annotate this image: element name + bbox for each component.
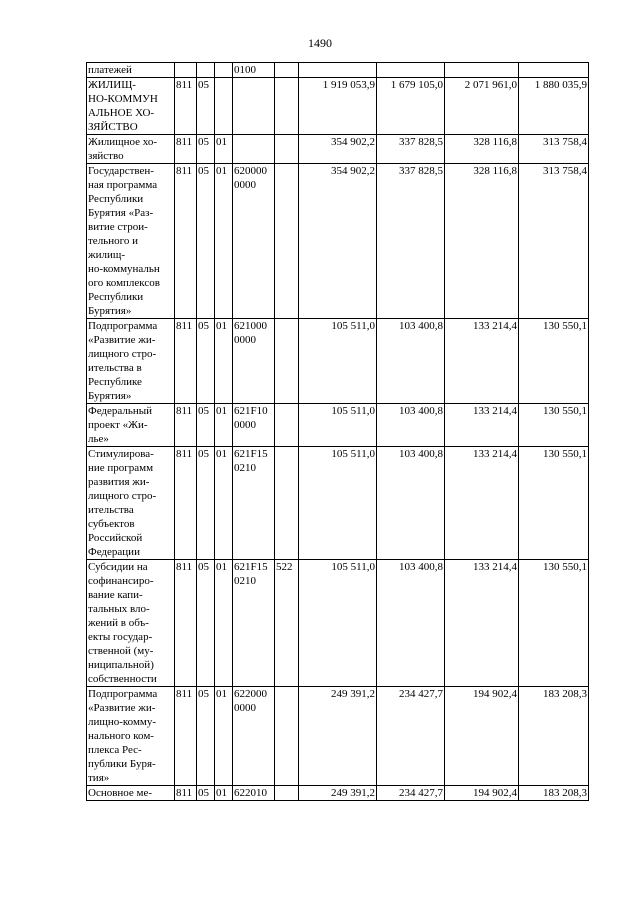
cell-amount-3: 328 116,8 — [445, 164, 519, 319]
cell-section-code: 05 — [197, 135, 215, 164]
table-row — [87, 164, 589, 319]
cell-amount-1: 105 511,0 — [299, 560, 377, 687]
cell-expense-type — [275, 164, 299, 319]
cell-section-code: 05 — [197, 319, 215, 404]
cell-expense-type — [275, 687, 299, 786]
cell-amount-1: 354 902,2 — [299, 135, 377, 164]
cell-target-article: 620000 0000 — [233, 164, 275, 319]
cell-target-article: 621F15 0210 — [233, 447, 275, 560]
cell-section-code: 05 — [197, 78, 215, 135]
cell-amount-3 — [445, 63, 519, 78]
cell-target-article — [233, 135, 275, 164]
table-row — [87, 319, 589, 404]
cell-ministry-code: 811 — [175, 319, 197, 404]
cell-amount-2: 103 400,8 — [377, 560, 445, 687]
cell-expense-type — [275, 404, 299, 447]
table-row — [87, 404, 589, 447]
cell-name: ЖИЛИЩ- НО-КОММУН АЛЬНОЕ ХО- ЗЯЙСТВО — [87, 78, 175, 135]
cell-section-code: 05 — [197, 447, 215, 560]
cell-ministry-code: 811 — [175, 447, 197, 560]
cell-amount-1: 249 391,2 — [299, 687, 377, 786]
cell-amount-4: 130 550,1 — [519, 560, 589, 687]
cell-amount-4: 1 880 035,9 — [519, 78, 589, 135]
cell-amount-4: 130 550,1 — [519, 447, 589, 560]
cell-amount-3: 194 902,4 — [445, 786, 519, 801]
cell-amount-2: 337 828,5 — [377, 164, 445, 319]
cell-section-code: 05 — [197, 786, 215, 801]
cell-amount-2: 103 400,8 — [377, 447, 445, 560]
cell-ministry-code: 811 — [175, 560, 197, 687]
cell-subsection-code: 01 — [215, 319, 233, 404]
cell-name: Основное ме- — [87, 786, 175, 801]
cell-ministry-code — [175, 63, 197, 78]
cell-amount-3: 194 902,4 — [445, 687, 519, 786]
cell-expense-type — [275, 135, 299, 164]
cell-amount-2: 103 400,8 — [377, 404, 445, 447]
cell-target-article: 621F10 0000 — [233, 404, 275, 447]
cell-expense-type — [275, 78, 299, 135]
cell-amount-4: 313 758,4 — [519, 164, 589, 319]
table-row — [87, 447, 589, 560]
table-row — [87, 135, 589, 164]
cell-subsection-code: 01 — [215, 164, 233, 319]
cell-amount-2: 234 427,7 — [377, 786, 445, 801]
cell-subsection-code — [215, 63, 233, 78]
table-row — [87, 687, 589, 786]
cell-amount-3: 2 071 961,0 — [445, 78, 519, 135]
cell-amount-3: 328 116,8 — [445, 135, 519, 164]
cell-ministry-code: 811 — [175, 164, 197, 319]
cell-amount-2: 234 427,7 — [377, 687, 445, 786]
cell-subsection-code: 01 — [215, 447, 233, 560]
cell-amount-3: 133 214,4 — [445, 404, 519, 447]
cell-name: платежей — [87, 63, 175, 78]
cell-amount-3: 133 214,4 — [445, 447, 519, 560]
cell-target-article: 0100 — [233, 63, 275, 78]
cell-subsection-code: 01 — [215, 687, 233, 786]
cell-ministry-code: 811 — [175, 78, 197, 135]
cell-amount-4: 183 208,3 — [519, 687, 589, 786]
cell-amount-3: 133 214,4 — [445, 560, 519, 687]
cell-expense-type: 522 — [275, 560, 299, 687]
page-number: 1490 — [308, 36, 332, 50]
cell-ministry-code: 811 — [175, 404, 197, 447]
budget-table — [86, 62, 589, 801]
cell-name: Подпрограмма «Развитие жи- лищно-комму- нального ком- плекса Рес- публики Буря- тия» — [87, 687, 175, 786]
cell-amount-4: 130 550,1 — [519, 404, 589, 447]
cell-amount-4 — [519, 63, 589, 78]
cell-subsection-code — [215, 78, 233, 135]
cell-amount-1: 105 511,0 — [299, 319, 377, 404]
cell-subsection-code: 01 — [215, 404, 233, 447]
cell-amount-1: 354 902,2 — [299, 164, 377, 319]
cell-ministry-code: 811 — [175, 135, 197, 164]
cell-expense-type — [275, 786, 299, 801]
cell-name: Федеральный проект «Жи- лье» — [87, 404, 175, 447]
cell-expense-type — [275, 319, 299, 404]
cell-amount-3: 133 214,4 — [445, 319, 519, 404]
cell-section-code: 05 — [197, 404, 215, 447]
cell-name: Стимулирова- ние программ развития жи- лищного стро- ительства субъектов Российской Федерации — [87, 447, 175, 560]
cell-name: Субсидии на софинансиро- вание капи- тальных вло- жений в объ- екты государ- ственной (му- ниципальной) собственности — [87, 560, 175, 687]
cell-subsection-code: 01 — [215, 560, 233, 687]
cell-target-article: 622000 0000 — [233, 687, 275, 786]
cell-amount-1: 1 919 053,9 — [299, 78, 377, 135]
cell-target-article: 622010 — [233, 786, 275, 801]
cell-ministry-code: 811 — [175, 786, 197, 801]
cell-name: Государствен- ная программа Республики Бурятия «Раз- витие строи- тельного и жилищ- но-коммунальн ого комплексов Республики Бурятия» — [87, 164, 175, 319]
cell-expense-type — [275, 63, 299, 78]
cell-amount-2: 337 828,5 — [377, 135, 445, 164]
cell-section-code — [197, 63, 215, 78]
cell-amount-2: 103 400,8 — [377, 319, 445, 404]
cell-amount-2 — [377, 63, 445, 78]
cell-section-code: 05 — [197, 560, 215, 687]
cell-amount-2: 1 679 105,0 — [377, 78, 445, 135]
cell-amount-4: 130 550,1 — [519, 319, 589, 404]
cell-amount-1: 105 511,0 — [299, 447, 377, 560]
cell-expense-type — [275, 447, 299, 560]
cell-ministry-code: 811 — [175, 687, 197, 786]
table-row — [87, 63, 589, 78]
cell-section-code: 05 — [197, 164, 215, 319]
cell-amount-1: 249 391,2 — [299, 786, 377, 801]
cell-amount-1: 105 511,0 — [299, 404, 377, 447]
cell-target-article — [233, 78, 275, 135]
cell-subsection-code: 01 — [215, 135, 233, 164]
cell-subsection-code: 01 — [215, 786, 233, 801]
table-row — [87, 786, 589, 801]
table-row — [87, 78, 589, 135]
cell-name: Подпрограмма «Развитие жи- лищного стро- ительства в Республике Бурятия» — [87, 319, 175, 404]
cell-name: Жилищное хо- зяйство — [87, 135, 175, 164]
cell-section-code: 05 — [197, 687, 215, 786]
cell-amount-1 — [299, 63, 377, 78]
table-row — [87, 560, 589, 687]
cell-target-article: 621000 0000 — [233, 319, 275, 404]
cell-target-article: 621F15 0210 — [233, 560, 275, 687]
cell-amount-4: 313 758,4 — [519, 135, 589, 164]
cell-amount-4: 183 208,3 — [519, 786, 589, 801]
